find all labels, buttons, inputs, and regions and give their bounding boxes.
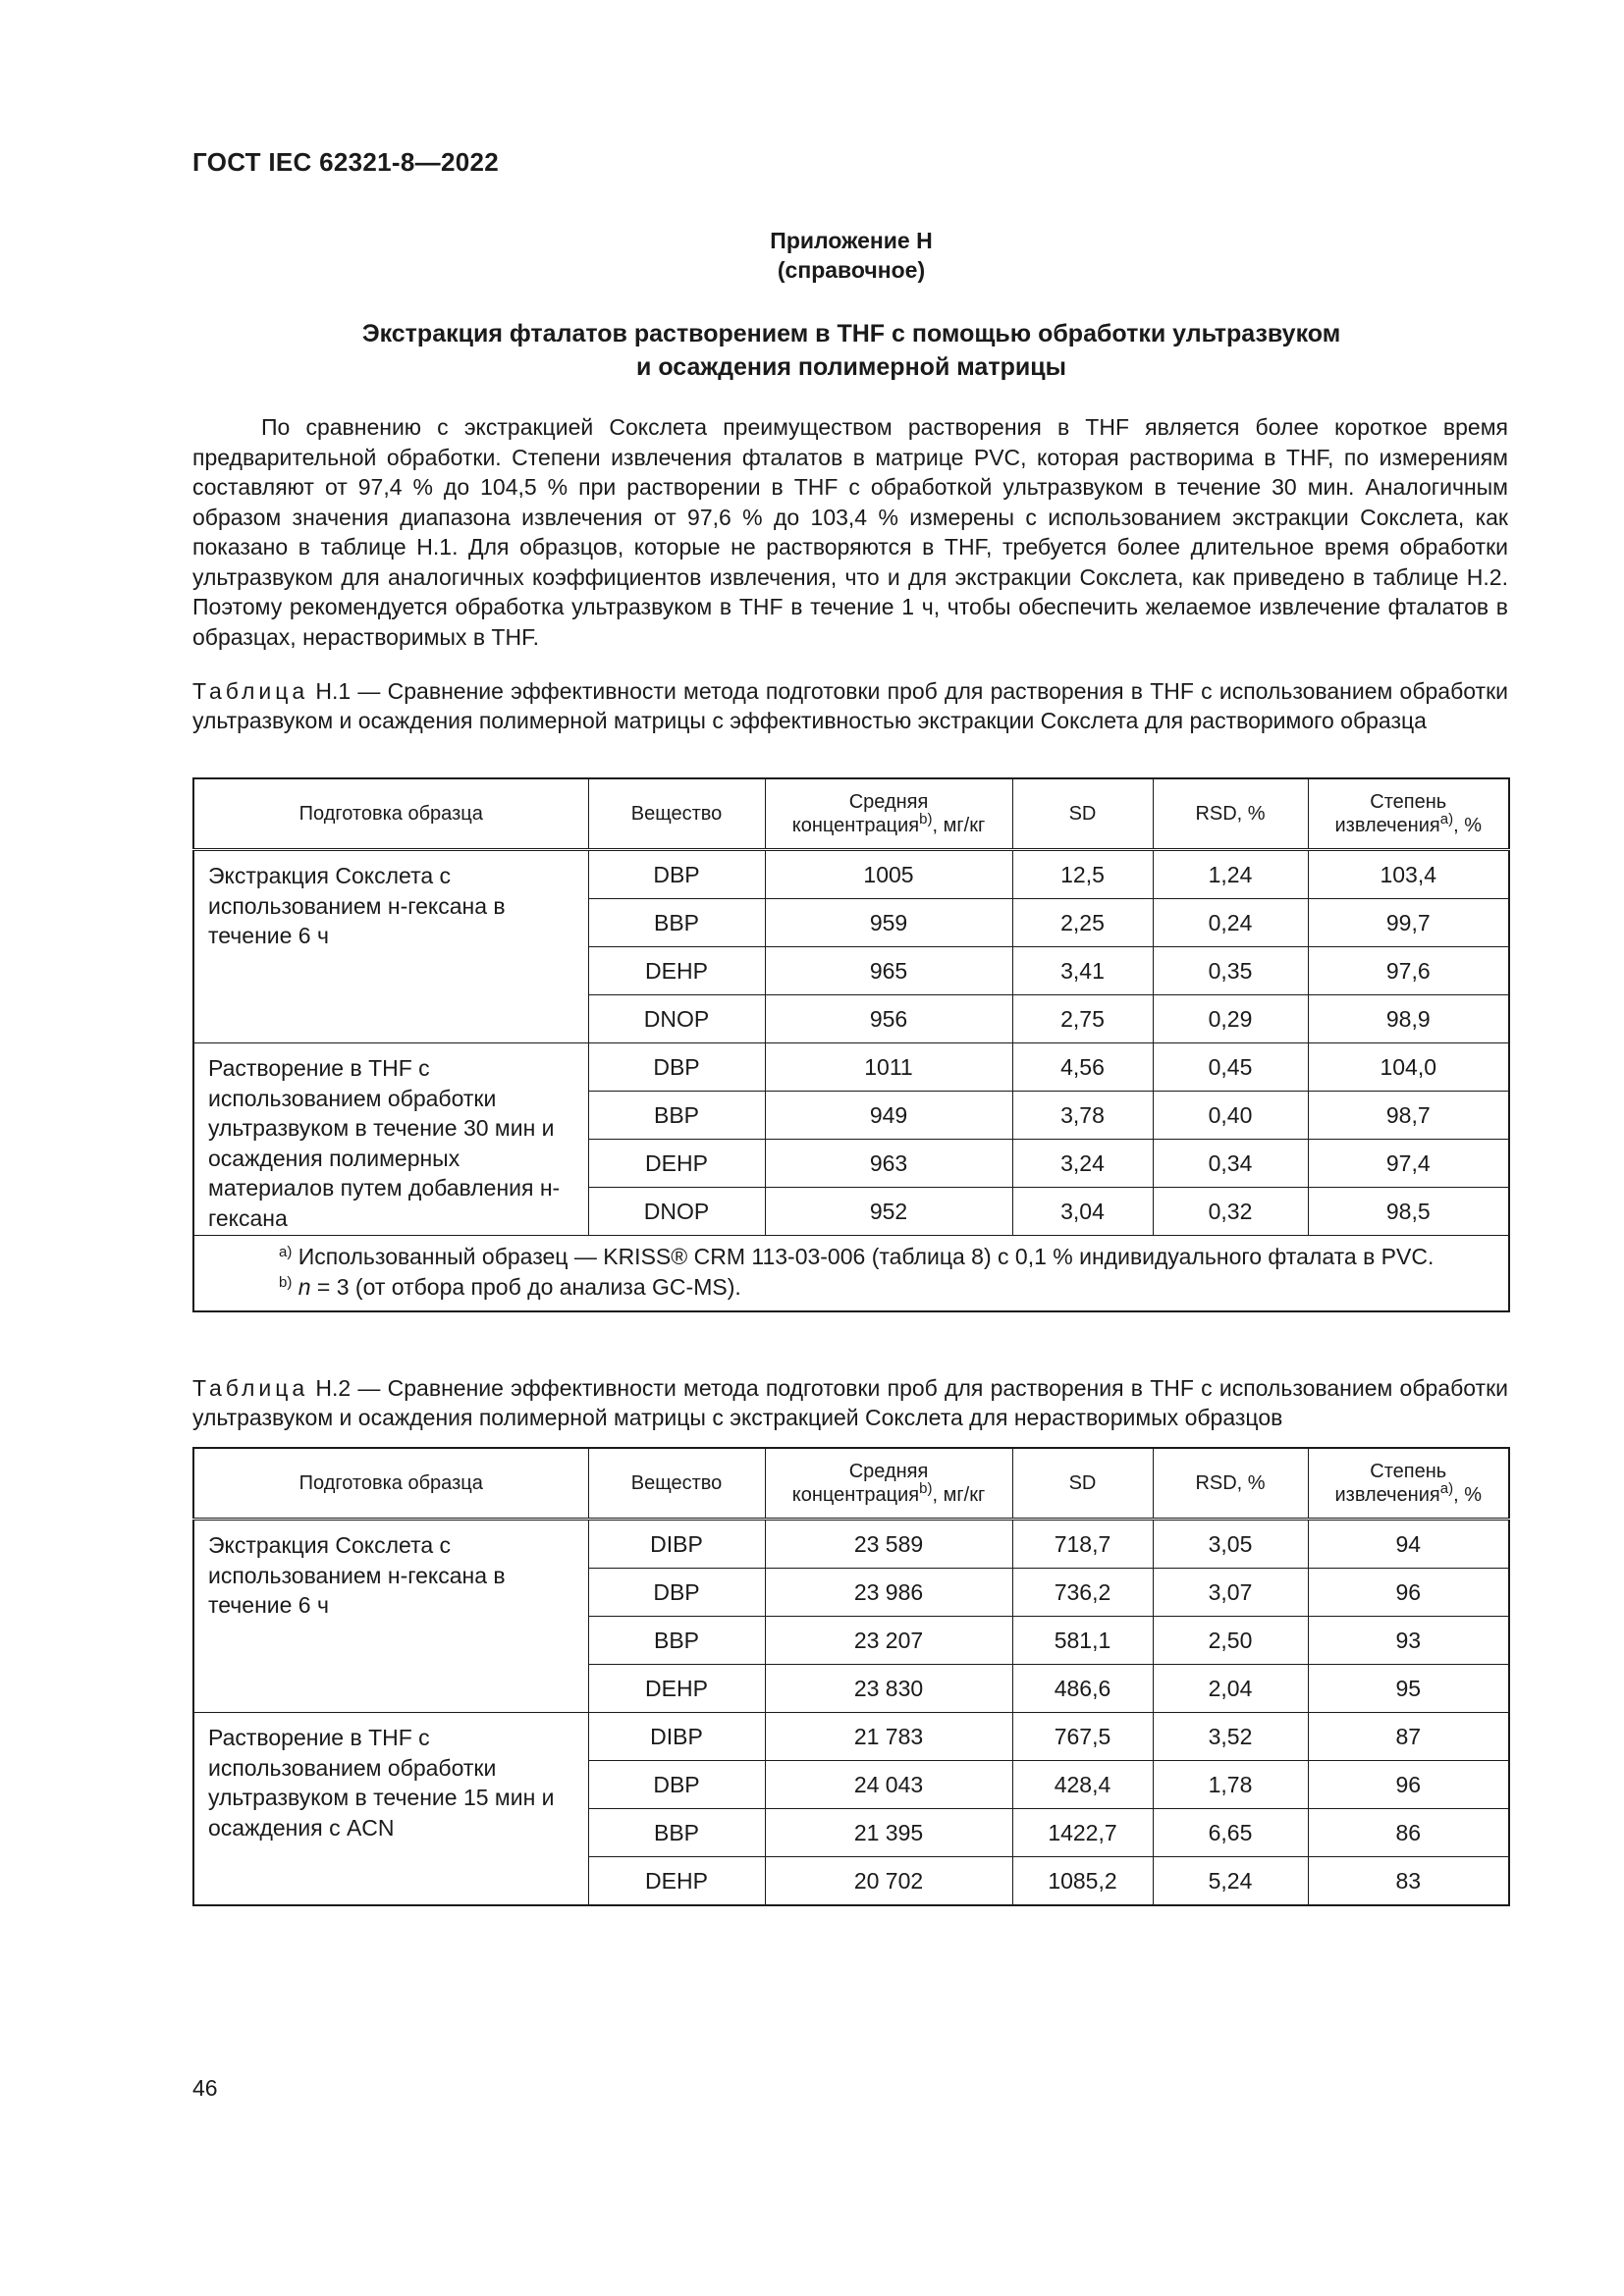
table-1-note-b: $^{b)}$ n = 3 (от отбора проб до анализа GC-MS).	[279, 1274, 741, 1300]
substance-cell: DEHP	[588, 1857, 765, 1906]
sd-cell: 581,1	[1012, 1617, 1153, 1665]
substance-cell: BBP	[588, 1809, 765, 1857]
sd-cell: 767,5	[1012, 1713, 1153, 1761]
sd-cell: 3,41	[1012, 947, 1153, 995]
table-1-caption-text: Н.1 — Сравнение эффективности метода подготовки проб для растворения в THF с использованием обработки ультразвуком и осаждения полимерной матрицы с эффективностью экстракции Сокслета для растворимого образца	[192, 678, 1508, 733]
header-rsd: RSD, %	[1153, 778, 1308, 850]
header-substance: Вещество	[588, 778, 765, 850]
recovery-cell: 98,9	[1308, 995, 1509, 1043]
recovery-cell: 95	[1308, 1665, 1509, 1713]
annex-title: Приложение Н	[770, 228, 933, 253]
substance-cell: BBP	[588, 1617, 765, 1665]
sd-cell: 2,25	[1012, 899, 1153, 947]
table-row	[193, 1043, 1509, 1092]
rsd-cell: 1,78	[1153, 1761, 1308, 1809]
header-recovery: Степень извлечения$^{a)}$, %	[1308, 1448, 1509, 1520]
mean-concentration-cell: 24 043	[765, 1761, 1012, 1809]
mean-concentration-cell: 949	[765, 1092, 1012, 1140]
table-2-caption	[192, 1373, 1508, 1432]
mean-concentration-cell: 23 986	[765, 1569, 1012, 1617]
sd-cell: 428,4	[1012, 1761, 1153, 1809]
table-1-body	[193, 850, 1509, 1236]
recovery-cell: 87	[1308, 1713, 1509, 1761]
table-2-caption-text: Н.2 — Сравнение эффективности метода подготовки проб для растворения в THF с использованием обработки ультразвуком и осаждения полимерной матрицы с экстракцией Сокслета для нерастворимых образцов	[192, 1375, 1508, 1430]
table-row	[193, 1713, 1509, 1761]
substance-cell: DBP	[588, 1761, 765, 1809]
mean-concentration-cell: 956	[765, 995, 1012, 1043]
table-2	[192, 1447, 1510, 1906]
header-sample-prep: Подготовка образца	[193, 1448, 588, 1520]
rsd-cell: 0,40	[1153, 1092, 1308, 1140]
recovery-cell: 103,4	[1308, 850, 1509, 899]
recovery-cell: 93	[1308, 1617, 1509, 1665]
table-1-header-row	[193, 778, 1509, 850]
substance-cell: DIBP	[588, 1713, 765, 1761]
rsd-cell: 3,05	[1153, 1520, 1308, 1569]
rsd-cell: 0,45	[1153, 1043, 1308, 1092]
rsd-cell: 3,07	[1153, 1569, 1308, 1617]
rsd-cell: 1,24	[1153, 850, 1308, 899]
mean-concentration-cell: 23 589	[765, 1520, 1012, 1569]
annex-subject-title	[192, 317, 1510, 384]
table-row	[193, 1520, 1509, 1569]
sample-prep-method: Экстракция Сокслета с использованием н-гексана в течение 6 ч	[193, 850, 588, 1043]
recovery-cell: 99,7	[1308, 899, 1509, 947]
recovery-cell: 97,6	[1308, 947, 1509, 995]
substance-cell: DIBP	[588, 1520, 765, 1569]
sd-cell: 3,78	[1012, 1092, 1153, 1140]
substance-cell: BBP	[588, 1092, 765, 1140]
document-code: ГОСТ IEC 62321-8—2022	[192, 147, 499, 177]
sample-prep-method: Экстракция Сокслета с использованием н-гексана в течение 6 ч	[193, 1520, 588, 1713]
sd-cell: 736,2	[1012, 1569, 1153, 1617]
recovery-cell: 98,5	[1308, 1188, 1509, 1236]
table-2-header-row	[193, 1448, 1509, 1520]
recovery-cell: 94	[1308, 1520, 1509, 1569]
sd-cell: 486,6	[1012, 1665, 1153, 1713]
substance-cell: DBP	[588, 1043, 765, 1092]
rsd-cell: 5,24	[1153, 1857, 1308, 1906]
header-recovery: Степень извлечения$^{a)}$, %	[1308, 778, 1509, 850]
title-line-2: и осаждения полимерной матрицы	[636, 353, 1066, 381]
substance-cell: DBP	[588, 1569, 765, 1617]
sample-prep-method: Растворение в THF с использованием обработки ультразвуком в течение 15 мин и осаждения с ACN	[193, 1713, 588, 1906]
rsd-cell: 6,65	[1153, 1809, 1308, 1857]
header-rsd: RSD, %	[1153, 1448, 1308, 1520]
mean-concentration-cell: 1005	[765, 850, 1012, 899]
sd-cell: 12,5	[1012, 850, 1153, 899]
header-mean-concentration: Средняя концентрация$^{b)}$, мг/кг	[765, 778, 1012, 850]
table-2-body	[193, 1520, 1509, 1906]
sd-cell: 2,75	[1012, 995, 1153, 1043]
sd-cell: 3,04	[1012, 1188, 1153, 1236]
mean-concentration-cell: 21 395	[765, 1809, 1012, 1857]
recovery-cell: 83	[1308, 1857, 1509, 1906]
substance-cell: DNOP	[588, 1188, 765, 1236]
rsd-cell: 0,29	[1153, 995, 1308, 1043]
rsd-cell: 0,24	[1153, 899, 1308, 947]
mean-concentration-cell: 21 783	[765, 1713, 1012, 1761]
rsd-cell: 0,34	[1153, 1140, 1308, 1188]
table-row	[193, 850, 1509, 899]
table-1-notes	[193, 1236, 1509, 1312]
mean-concentration-cell: 965	[765, 947, 1012, 995]
mean-concentration-cell: 23 830	[765, 1665, 1012, 1713]
sd-cell: 4,56	[1012, 1043, 1153, 1092]
substance-cell: DEHP	[588, 1140, 765, 1188]
recovery-cell: 98,7	[1308, 1092, 1509, 1140]
intro-paragraph: По сравнению с экстракцией Сокслета преимуществом растворения в THF является более короткое время предварительной обработки. Степени извлечения фталатов в матрице PVC, которая растворима в THF, по измерениям составляют от 97,4 % до 104,5 % при растворении в THF с обработкой ультразвуком в течение 30 мин. Аналогичным образом значения диапазона извлечения от 97,6 % до 103,4 % измерены с использованием экстракции Сокслета, как показано в таблице Н.1. Для образцов, которые не растворяются в THF, требуется более длительное время обработки ультразвуком для аналогичных коэффициентов извлечения, что и для экстракции Сокслета, как приведено в таблице Н.2. Поэтому рекомендуется обработка ультразвуком в THF в течение 1 ч, чтобы обеспечить желаемое извлечение фталатов в образцах, нерастворимых в THF.	[192, 414, 1508, 650]
mean-concentration-cell: 23 207	[765, 1617, 1012, 1665]
table-1-notes-row	[193, 1236, 1509, 1312]
mean-concentration-cell: 952	[765, 1188, 1012, 1236]
annex-type: (справочное)	[777, 257, 926, 283]
recovery-cell: 104,0	[1308, 1043, 1509, 1092]
substance-cell: DBP	[588, 850, 765, 899]
sd-cell: 718,7	[1012, 1520, 1153, 1569]
substance-cell: BBP	[588, 899, 765, 947]
rsd-cell: 0,35	[1153, 947, 1308, 995]
header-sd: SD	[1012, 778, 1153, 850]
mean-concentration-cell: 1011	[765, 1043, 1012, 1092]
rsd-cell: 3,52	[1153, 1713, 1308, 1761]
substance-cell: DEHP	[588, 947, 765, 995]
table-1-label: Таблица	[192, 678, 309, 704]
table-1-note-a: $^{a)}$ Использованный образец — KRISS® CRM 113-03-006 (таблица 8) с 0,1 % индивидуального фталата в PVC.	[279, 1244, 1435, 1269]
sd-cell: 3,24	[1012, 1140, 1153, 1188]
table-1-caption	[192, 676, 1508, 735]
header-sd: SD	[1012, 1448, 1153, 1520]
table-1	[192, 777, 1510, 1312]
recovery-cell: 96	[1308, 1569, 1509, 1617]
recovery-cell: 86	[1308, 1809, 1509, 1857]
recovery-cell: 96	[1308, 1761, 1509, 1809]
recovery-cell: 97,4	[1308, 1140, 1509, 1188]
mean-concentration-cell: 20 702	[765, 1857, 1012, 1906]
sd-cell: 1085,2	[1012, 1857, 1153, 1906]
rsd-cell: 2,50	[1153, 1617, 1308, 1665]
mean-concentration-cell: 959	[765, 899, 1012, 947]
substance-cell: DNOP	[588, 995, 765, 1043]
rsd-cell: 2,04	[1153, 1665, 1308, 1713]
header-substance: Вещество	[588, 1448, 765, 1520]
title-line-1: Экстракция фталатов растворением в THF с помощью обработки ультразвуком	[361, 320, 1341, 347]
mean-concentration-cell: 963	[765, 1140, 1012, 1188]
table-2-label: Таблица	[192, 1375, 309, 1401]
annex-heading	[192, 226, 1510, 285]
page-number: 46	[192, 2075, 218, 2101]
substance-cell: DEHP	[588, 1665, 765, 1713]
header-mean-concentration: Средняя концентрация$^{b)}$, мг/кг	[765, 1448, 1012, 1520]
header-sample-prep: Подготовка образца	[193, 778, 588, 850]
rsd-cell: 0,32	[1153, 1188, 1308, 1236]
sd-cell: 1422,7	[1012, 1809, 1153, 1857]
sample-prep-method: Растворение в THF с использованием обработки ультразвуком в течение 30 мин и осаждения полимерных материалов путем добавления н-гексана	[193, 1043, 588, 1236]
